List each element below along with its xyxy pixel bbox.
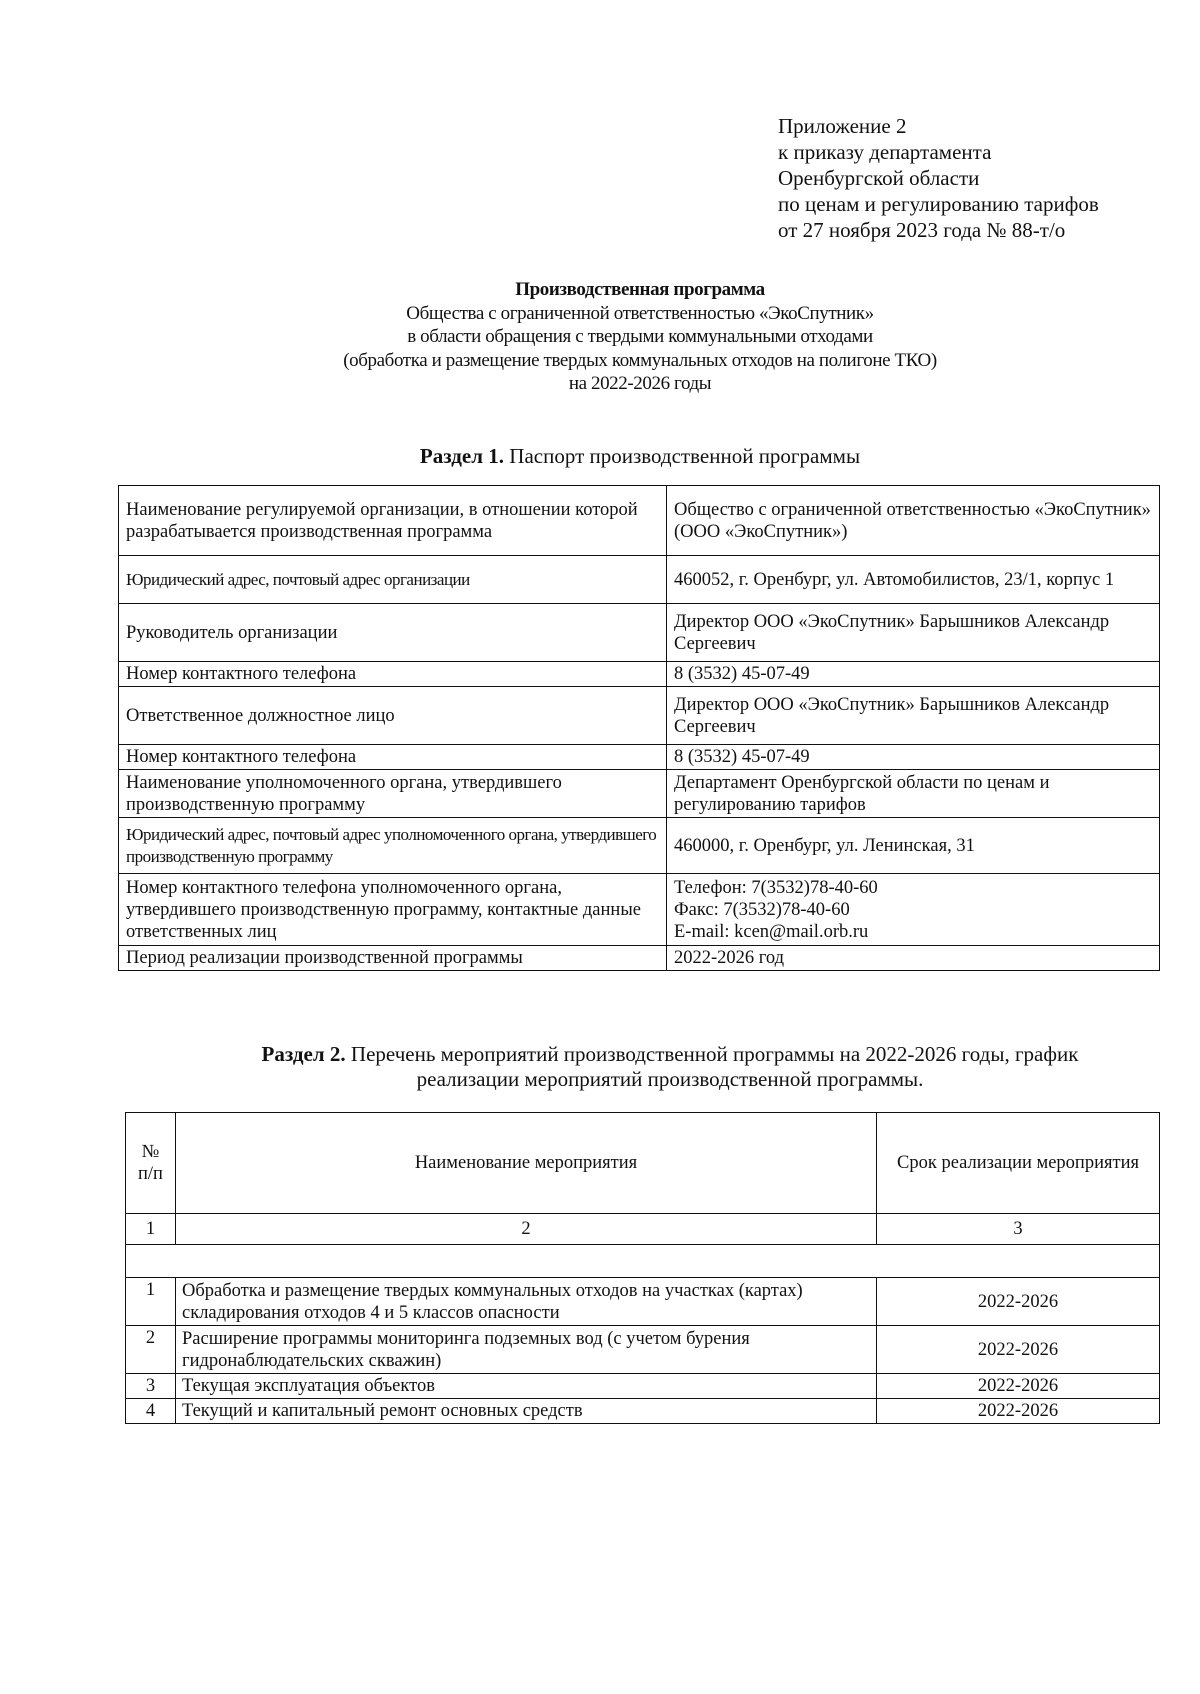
section2-heading bbox=[190, 1042, 1150, 1092]
section1-heading bbox=[120, 444, 1160, 469]
event-num: 1 bbox=[126, 1278, 176, 1326]
table-row bbox=[119, 687, 1160, 745]
header-num: № п/п bbox=[126, 1113, 176, 1214]
index-cell: 1 bbox=[126, 1214, 176, 1245]
contact-fax: Факс: 7(3532)78-40-60 bbox=[674, 899, 850, 920]
passport-field-value: Департамент Оренбургской области по ценам и регулированию тарифов bbox=[667, 770, 1160, 818]
passport-field-name: Наименование уполномоченного органа, утвердившего производственную программу bbox=[119, 770, 667, 818]
passport-field-name: Ответственное должностное лицо bbox=[119, 687, 667, 745]
appendix-line: Оренбургской области bbox=[778, 166, 980, 190]
passport-field-name: Номер контактного телефона bbox=[119, 745, 667, 770]
table-row bbox=[119, 486, 1160, 556]
title-line: в области обращения с твердыми коммунальными отходами bbox=[407, 326, 873, 347]
event-term: 2022-2026 bbox=[877, 1399, 1160, 1424]
table-row bbox=[119, 662, 1160, 687]
passport-field-value: 2022-2026 год bbox=[667, 946, 1160, 971]
event-num: 4 bbox=[126, 1399, 176, 1424]
table-row bbox=[119, 946, 1160, 971]
table-empty-row bbox=[126, 1245, 1160, 1278]
event-term: 2022-2026 bbox=[877, 1278, 1160, 1326]
table-row bbox=[126, 1399, 1160, 1424]
passport-field-name: Юридический адрес, почтовый адрес организации bbox=[119, 556, 667, 604]
event-name: Обработка и размещение твердых коммунальных отходов на участках (картах) складирования отходов 4 и 5 классов опасности bbox=[176, 1278, 877, 1326]
title-line: (обработка и размещение твердых коммунальных отходов на полигоне ТКО) bbox=[343, 349, 937, 371]
event-num: 2 bbox=[126, 1326, 176, 1374]
contact-phone: Телефон: 7(3532)78-40-60 bbox=[674, 877, 878, 898]
table-row bbox=[126, 1374, 1160, 1399]
index-cell: 3 bbox=[877, 1214, 1160, 1245]
table-row bbox=[119, 745, 1160, 770]
header-term: Срок реализации мероприятия bbox=[877, 1113, 1160, 1214]
table-row bbox=[126, 1278, 1160, 1326]
title-line: на 2022-2026 годы bbox=[568, 373, 712, 394]
appendix-line: по ценам и регулированию тарифов bbox=[778, 192, 1099, 216]
section2-title-line bbox=[190, 1042, 1150, 1067]
passport-table bbox=[118, 485, 1160, 971]
event-term: 2022-2026 bbox=[877, 1374, 1160, 1399]
table-row bbox=[119, 556, 1160, 604]
event-num: 3 bbox=[126, 1374, 176, 1399]
passport-field-name: Номер контактного телефона уполномоченного органа, утвердившего производственную программу, контактные данные ответственных лиц bbox=[119, 874, 667, 946]
passport-field-name: Период реализации производственной программы bbox=[119, 946, 667, 971]
passport-field-value: Директор ООО «ЭкоСпутник» Барышников Александр Сергеевич bbox=[667, 604, 1160, 662]
event-name: Текущая эксплуатация объектов bbox=[176, 1374, 877, 1399]
table-row bbox=[119, 770, 1160, 818]
appendix-line: к приказу департамента bbox=[778, 140, 992, 164]
passport-field-name: Юридический адрес, почтовый адрес уполномоченного органа, утвердившего производственную программу bbox=[119, 818, 667, 874]
table-row bbox=[119, 874, 1160, 946]
table-row bbox=[126, 1326, 1160, 1374]
passport-field-name: Руководитель организации bbox=[119, 604, 667, 662]
passport-field-value: 8 (3532) 45-07-49 bbox=[667, 662, 1160, 687]
passport-field-name: Номер контактного телефона bbox=[119, 662, 667, 687]
section1-title: Паспорт производственной программы bbox=[509, 444, 861, 468]
appendix-line: от 27 ноября 2023 года № 88-т/о bbox=[778, 218, 1066, 242]
header-name: Наименование мероприятия bbox=[176, 1113, 877, 1214]
section2-title-line2: реализации мероприятий производственной программы. bbox=[416, 1067, 924, 1091]
contact-email: E-mail: kcen@mail.orb.ru bbox=[674, 921, 869, 942]
empty-cell bbox=[126, 1245, 1160, 1278]
passport-field-value: Директор ООО «ЭкоСпутник» Барышников Александр Сергеевич bbox=[667, 687, 1160, 745]
table-index-row bbox=[126, 1214, 1160, 1245]
document-title bbox=[120, 278, 1160, 396]
appendix-block bbox=[778, 113, 1099, 243]
passport-field-value: 460052, г. Оренбург, ул. Автомобилистов, 23/1, корпус 1 bbox=[667, 556, 1160, 604]
event-name: Расширение программы мониторинга подземных вод (с учетом бурения гидронаблюдательских скважин) bbox=[176, 1326, 877, 1374]
events-table bbox=[125, 1112, 1160, 1424]
passport-field-name: Наименование регулируемой организации, в отношении которой разрабатывается производственная программа bbox=[119, 486, 667, 556]
table-row bbox=[119, 604, 1160, 662]
passport-field-value: 460000, г. Оренбург, ул. Ленинская, 31 bbox=[667, 818, 1160, 874]
title-line: Общества с ограниченной ответственностью «ЭкоСпутник» bbox=[406, 302, 874, 324]
passport-field-value: 8 (3532) 45-07-49 bbox=[667, 745, 1160, 770]
appendix-line: Приложение 2 bbox=[778, 114, 907, 138]
title-main: Производственная программа bbox=[515, 279, 765, 300]
event-term: 2022-2026 bbox=[877, 1326, 1160, 1374]
event-name: Текущий и капитальный ремонт основных средств bbox=[176, 1399, 877, 1424]
table-header-row bbox=[126, 1113, 1160, 1214]
table-row bbox=[119, 818, 1160, 874]
section2-title: Перечень мероприятий производственной программы на 2022-2026 годы, график bbox=[350, 1042, 1079, 1066]
index-cell: 2 bbox=[176, 1214, 877, 1245]
passport-field-value bbox=[667, 874, 1160, 946]
section2-label: Раздел 2. bbox=[261, 1042, 346, 1066]
section1-label: Раздел 1. bbox=[419, 444, 505, 468]
passport-field-value: Общество с ограниченной ответственностью «ЭкоСпутник» (ООО «ЭкоСпутник») bbox=[667, 486, 1160, 556]
